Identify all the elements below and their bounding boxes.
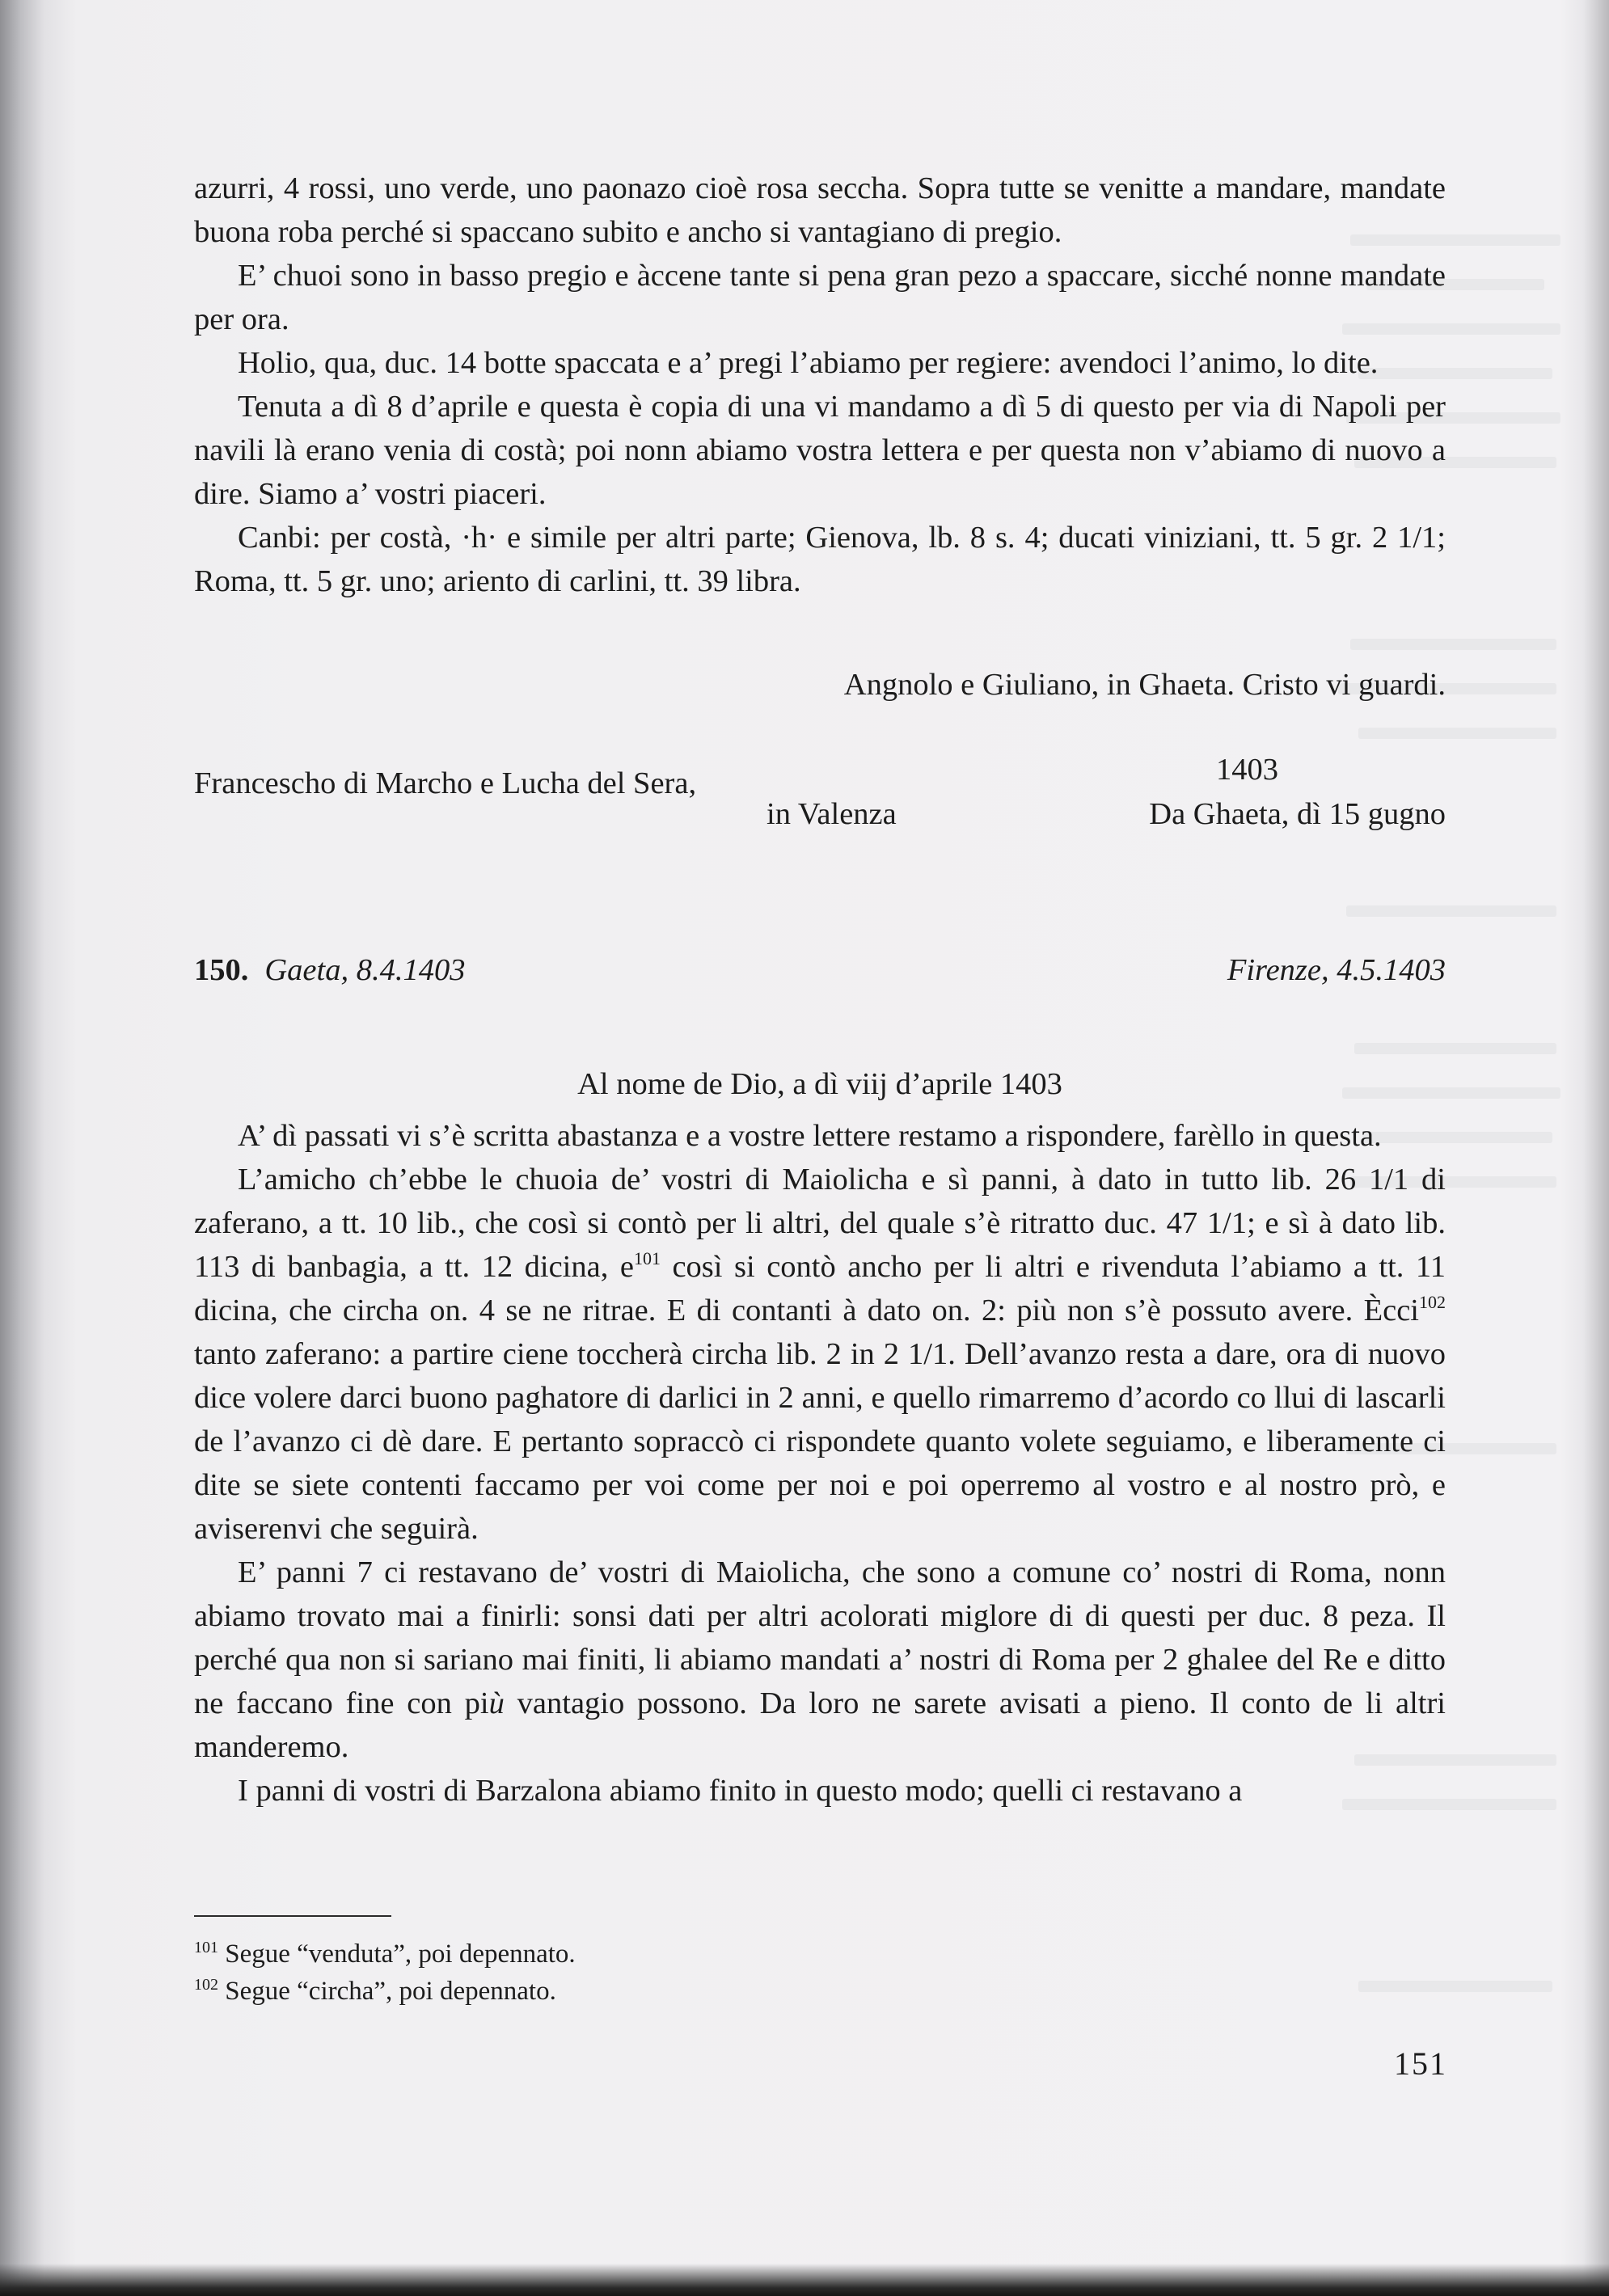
letter-heading	[194, 948, 1446, 992]
previous-signature: Angnolo e Giuliano, in Ghaeta. Cristo vi guardi.	[843, 668, 1446, 702]
footnote-101: $^{101}$ Segue “venduta”, poi depennato.	[194, 1939, 576, 1969]
address-dateline: Da Ghaeta, dì 15 gugno	[1149, 797, 1446, 831]
page-number: 151	[1394, 2045, 1447, 2082]
letter-paragraph-3: E’ panni 7 ci restavano de’ vostri di Maiolicha, che sono a comune co’ nostri di Roma, nonn abiamo trovato mai a finirli: sonsi dati per altri acolorati miglore di di questi per duc. 8 peza. Il perché qua non si sariano mai finiti, li abiamo mandati a’ nostri di Roma per 2 ghalee del Re e ditto ne faccano fine con più vantagio possono. Da loro ne sarete avisati a pieno. Il conto de li altri manderemo.	[194, 1555, 1446, 1764]
continuation-text	[194, 167, 1446, 603]
letter-origin: Gaeta, 8.4.1403	[264, 953, 466, 987]
letter-paragraph-2: L’amicho ch’ebbe le chuoia de’ vostri di Maiolicha e sì panni, à dato in tutto lib. 26 1/1 di zaferano, a tt. 10 lib., che così si contò per li altri, del quale s’è ritratto duc. 47 1/1; e sì à dato lib. 113 di banbagia, a tt. 12 dicina, $e^{101}$ così si contò ancho per li altri e rivenduta l’abiamo a tt. 11 dicina, che circha on. 4 se ne ritrae. E di contanti à dato on. 2: più non s’è possuto avere. Ècci$^{102}$ tanto zaferano: a partire ciene toccherà circha lib. 2 in 2 1/1. Dell’avanzo resta a dare, ora di nuovo dice volere darci buono paghatore di darlici in 2 anni, e quello rimarremo d’acordo co llui di lascarli de l’avanzo ci dè dare. E pertanto sopraccò ci rispondete quanto volete seguiamo, e liberamente ci dite se siete contenti faccamo per voi come per noi e poi operremo al vostro e al nostro prò, e aviserenvi che seguirà.	[194, 1163, 1446, 1546]
address-place: in Valenza	[766, 797, 897, 831]
letter-invocation: Al nome de Dio, a dì viij d’aprile 1403	[577, 1067, 1062, 1101]
paragraph-3: Holio, qua, duc. 14 botte spaccata e a’ pregi l’abiamo per regiere: avendoci l’animo, lo dite.	[238, 346, 1379, 380]
letter-destination: Firenze, 4.5.1403	[1227, 953, 1446, 987]
footnote-ref-101: 101	[633, 1248, 661, 1268]
paragraph-2: E’ chuoi sono in basso pregio e àccene tante si pena gran pezo a spaccare, sicché nonne mandate per ora.	[194, 259, 1446, 336]
address-year: 1403	[1216, 753, 1278, 787]
letter-paragraph-4: I panni di vostri di Barzalona abiamo finito in questo modo; quelli ci restavano a	[238, 1774, 1243, 1808]
address-recipient: Francescho di Marcho e Lucha del Sera,	[194, 766, 697, 800]
letter-paragraph-1: A’ dì passati vi s’è scritta abastanza e a vostre lettere restamo a rispondere, farèllo in questa.	[238, 1119, 1382, 1153]
letter-body	[194, 1114, 1446, 1813]
footnote-rule	[194, 1915, 391, 1917]
footnote-102: $^{102}$ Segue “circha”, poi depennato.	[194, 1976, 556, 2006]
paragraph-1: azurri, 4 rossi, uno verde, uno paonazo cioè rosa seccha. Sopra tutte se venitte a mandare, mandate buona roba perché si spaccano subito e ancho si vantagiano di pregio.	[194, 171, 1446, 249]
page-bottom-edge	[0, 2264, 1609, 2296]
footnote-ref-102: 102	[1419, 1292, 1446, 1312]
letter-number: 150.	[194, 953, 249, 987]
paragraph-5: Canbi: per costà, ·h· e simile per altri parte; Gienova, lb. 8 s. 4; ducati viniziani, tt. 5 gr. 2 1/1; Roma, tt. 5 gr. uno; ariento di carlini, tt. 39 libra.	[194, 521, 1446, 598]
paragraph-4: Tenuta a dì 8 d’aprile e questa è copia di una vi mandamo a dì 5 di questo per via di Napoli per navili là erano venia di costà; poi nonn abiamo vostra lettera e per questa non v’abiamo di nuovo a dire. Siamo a’ vostri piaceri.	[194, 390, 1446, 511]
